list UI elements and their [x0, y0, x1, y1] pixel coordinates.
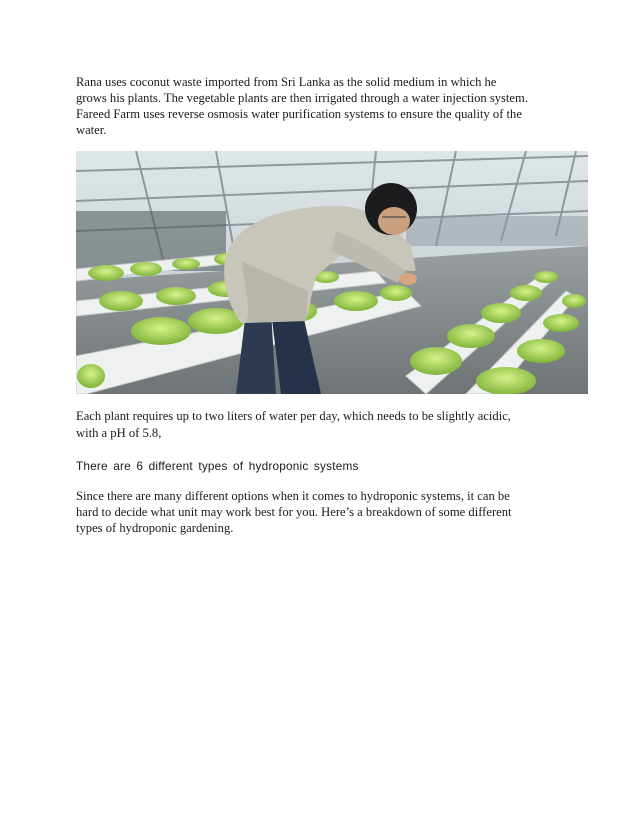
- options-line-1: Since there are many different options when it comes to hydroponic systems, it can be: [76, 489, 510, 503]
- options-line-2: hard to decide what unit may work best for you. Here’s a breakdown of some different: [76, 505, 512, 519]
- intro-line-2: grows his plants. The vegetable plants are then irrigated through a water injection system.: [76, 91, 528, 105]
- types-line: There are 6 different types of hydroponic systems: [76, 459, 359, 473]
- intro-paragraph: [76, 74, 576, 138]
- water-paragraph: [76, 408, 576, 442]
- greenhouse-illustration: [76, 151, 588, 394]
- options-line-3: types of hydroponic gardening.: [76, 521, 234, 535]
- options-paragraph: [76, 488, 576, 536]
- intro-line-4: water.: [76, 123, 107, 137]
- water-line-1: Each plant requires up to two liters of water per day, which needs to be slightly acidic,: [76, 409, 511, 423]
- greenhouse-photo: [76, 151, 588, 394]
- intro-line-3: Fareed Farm uses reverse osmosis water purification systems to ensure the quality of the: [76, 107, 522, 121]
- types-heading: [76, 458, 576, 474]
- water-line-2: with a pH of 5.8,: [76, 426, 162, 440]
- intro-line-1: Rana uses coconut waste imported from Sri Lanka as the solid medium in which he: [76, 75, 497, 89]
